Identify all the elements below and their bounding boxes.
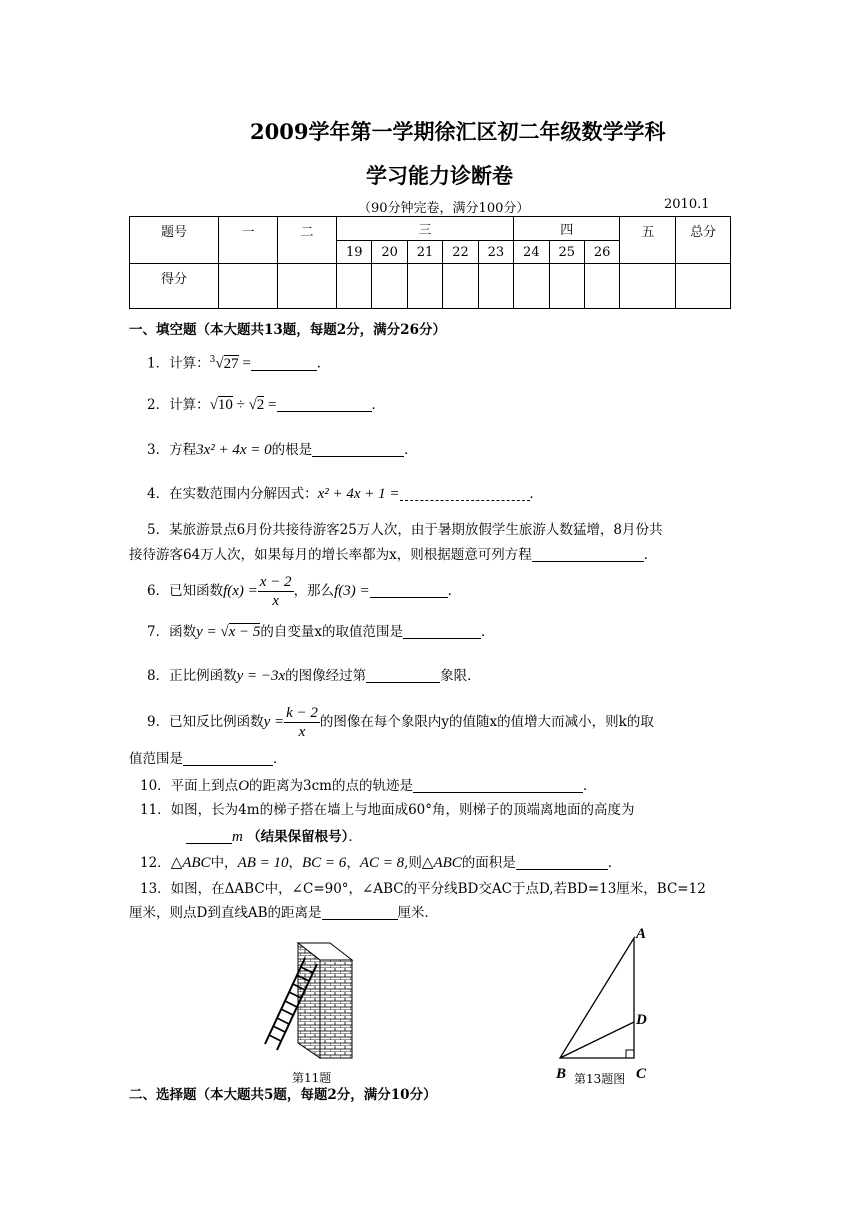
num-23: 23: [478, 241, 513, 264]
figure-11-ladder-wall: [260, 938, 360, 1063]
group-si: 四: [514, 217, 620, 241]
label-c: C: [636, 1066, 647, 1082]
label-b: B: [556, 1066, 567, 1082]
exam-date: 2010.1: [664, 197, 710, 212]
label-d: D: [636, 1012, 647, 1028]
answer-blank[interactable]: [322, 905, 398, 920]
question-13-line2: 厘米，则点D到直线AB的距离是 厘米．: [129, 905, 438, 921]
score-cell[interactable]: [407, 264, 442, 309]
num-25: 25: [549, 241, 584, 264]
answer-blank[interactable]: [400, 486, 530, 501]
question-10: 10．平面上到点O的距离为3cm的点的轨迹是 ．: [140, 778, 597, 794]
score-cell[interactable]: [372, 264, 407, 309]
question-7: 7．函数y = √x − 5的自变量x的取值范围是 ．: [147, 624, 495, 640]
score-cell[interactable]: [478, 264, 513, 309]
question-12: 12．△ABC中，AB = 10，BC = 6，AC = 8,则△ABC的面积是 ．: [140, 855, 622, 871]
num-26: 26: [584, 241, 619, 264]
answer-blank[interactable]: [312, 442, 404, 457]
answer-blank[interactable]: [370, 583, 448, 598]
radical-sign: √: [215, 355, 224, 372]
label-defen: 得分: [130, 264, 219, 309]
question-11-line1: 11．如图，长为4m的梯子搭在墙上与地面成60°角，则梯子的顶端离地面的高度为: [140, 802, 635, 818]
question-5-line2: 接待游客64万人次，如果每月的增长率都为x，则根据题意可列方程 ．: [129, 547, 658, 563]
score-table: [129, 216, 731, 309]
score-cell[interactable]: [676, 264, 731, 309]
figure-11-caption: 第11题: [292, 1071, 332, 1085]
question-6: 6．已知函数f(x) = $\frac{x - 2}{x}$ ，那么f(3) = ．: [147, 574, 462, 609]
question-11-line2: m （结果保留根号）．: [186, 827, 362, 847]
label-tihao: 题号: [130, 217, 219, 264]
answer-blank[interactable]: [183, 751, 273, 766]
answer-blank[interactable]: [277, 397, 372, 412]
section2-heading: 二、选择题（本大题共5题，每题2分，满分10分）: [129, 1087, 437, 1103]
section1-heading: 一、填空题（本大题共13题，每题2分，满分26分）: [129, 322, 446, 338]
num-21: 21: [407, 241, 442, 264]
score-cell[interactable]: [443, 264, 478, 309]
radicand: 27: [223, 355, 239, 372]
score-cell[interactable]: [620, 264, 676, 309]
exam-subtitle: 学习能力诊断卷: [366, 163, 513, 188]
group-wu: 五: [620, 217, 676, 264]
answer-blank[interactable]: [251, 356, 317, 371]
answer-blank[interactable]: [186, 829, 232, 844]
question-1: 1．计算：$^3$√27 = ．: [147, 355, 331, 372]
score-cell[interactable]: [337, 264, 372, 309]
exam-title: 2009学年第一学期徐汇区初二年级数学学科: [250, 119, 666, 144]
figure-13-triangle: [550, 928, 650, 1068]
question-5-line1: 5．某旅游景点6月份共接待游客25万人次，由于暑期放假学生旅游人数猛增，8月份共: [147, 522, 663, 538]
group-san: 三: [337, 217, 514, 241]
group-total: 总分: [676, 217, 731, 264]
num-20: 20: [372, 241, 407, 264]
question-8: 8．正比例函数y = −3x的图像经过第 象限．: [147, 668, 481, 684]
score-cell[interactable]: [514, 264, 549, 309]
question-9-line2: 值范围是 ．: [129, 751, 287, 767]
score-cell[interactable]: [549, 264, 584, 309]
question-4: 4．在实数范围内分解因式：x² + 4x + 1 = ．: [147, 486, 544, 502]
score-cell[interactable]: [219, 264, 278, 309]
label-a: A: [636, 926, 647, 942]
question-2: 2．计算：√10 ÷ √2 = ．: [147, 397, 386, 413]
answer-blank[interactable]: [366, 668, 440, 683]
num-22: 22: [443, 241, 478, 264]
num-24: 24: [514, 241, 549, 264]
question-3: 3．方程3x² + 4x = 0的根是 ．: [147, 442, 418, 458]
group-yi: 一: [219, 217, 278, 264]
answer-blank[interactable]: [413, 778, 583, 793]
answer-blank[interactable]: [403, 624, 481, 639]
figure-13-caption: 第13题图: [574, 1072, 626, 1086]
score-cell[interactable]: [584, 264, 619, 309]
exam-info: （90分钟完卷，满分100分）: [358, 201, 530, 216]
root-index: 3: [209, 355, 216, 365]
question-13-line1: 13．如图，在ΔABC中，∠C=90°，∠ABC的平分线BD交AC于点D,若BD=13厘米，BC=12: [140, 881, 706, 897]
answer-blank[interactable]: [516, 855, 608, 870]
answer-blank[interactable]: [532, 547, 644, 562]
num-19: 19: [337, 241, 372, 264]
score-cell[interactable]: [278, 264, 337, 309]
question-9-line1: 9．已知反比例函数y = $\frac{k - 2}{x}$ 的图像在每个象限内y的值随x的值增大而减小，则k的取: [147, 705, 654, 740]
group-er: 二: [278, 217, 337, 264]
